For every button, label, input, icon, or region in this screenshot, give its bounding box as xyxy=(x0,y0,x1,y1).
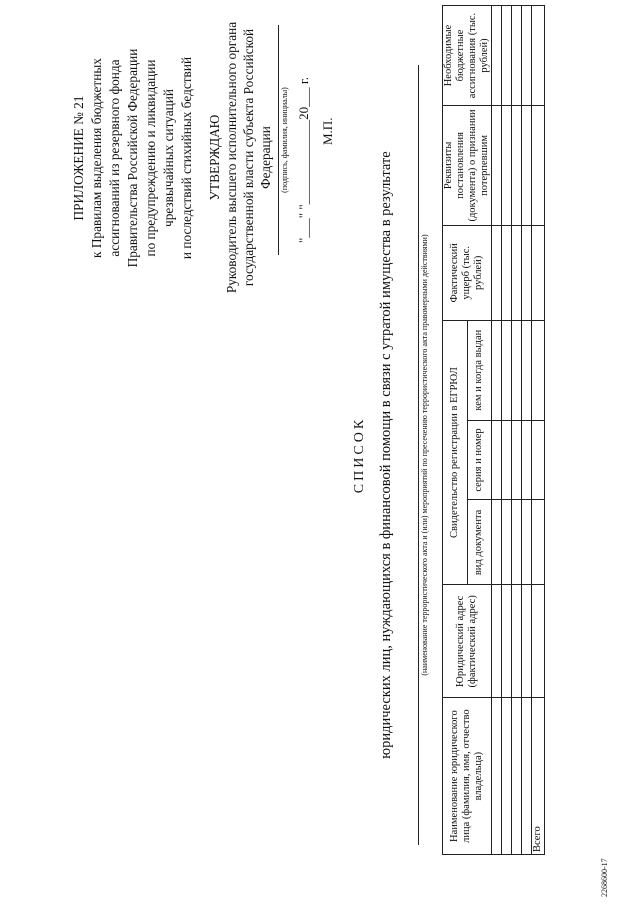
table-cell xyxy=(492,500,502,585)
table-cell xyxy=(492,698,502,855)
act-caption: (наименование террористического акта и (или) мероприятий по пресечению террористического акта правомерными действиями) xyxy=(418,65,429,845)
table-cell xyxy=(512,698,522,855)
table-cell xyxy=(522,500,532,585)
approval-line: государственной власти субъекта Российской Федерации xyxy=(241,28,273,287)
recipients-table xyxy=(442,5,545,855)
table-cell xyxy=(492,225,502,320)
appendix-line: к Правилам выделения бюджетных xyxy=(89,58,104,258)
subheader-cell-doc-type: вид документа xyxy=(467,500,492,585)
signature-caption: (подпись, фамилия, инициалы) xyxy=(280,87,289,193)
table-cell xyxy=(522,105,532,225)
table-row xyxy=(492,6,502,855)
document-code: 2268600-17 xyxy=(600,858,609,897)
table-cell xyxy=(522,420,532,500)
signature-line xyxy=(278,25,279,255)
header-row xyxy=(443,6,468,855)
table-cell xyxy=(522,6,532,106)
table-row xyxy=(512,6,522,855)
table-cell xyxy=(532,320,545,420)
approval-block xyxy=(206,5,274,310)
table-cell xyxy=(532,6,545,106)
table-cell xyxy=(522,585,532,698)
table-cell xyxy=(512,500,522,585)
table-cell xyxy=(502,225,512,320)
table-cell xyxy=(502,320,512,420)
table-cell xyxy=(532,585,545,698)
table-cell xyxy=(512,105,522,225)
table-row xyxy=(502,6,512,855)
subheader-cell-issued-by: кем и когда выдан xyxy=(467,320,492,420)
table-cell xyxy=(502,585,512,698)
table-cell xyxy=(512,320,522,420)
date-line: "___" "_____________20___ г. xyxy=(296,76,311,244)
table-row xyxy=(522,6,532,855)
subheader-cell-series-number: серия и номер xyxy=(467,420,492,500)
approval-heading: УТВЕРЖДАЮ xyxy=(207,114,222,201)
appendix-line: ассигнований из резервного фонда xyxy=(107,59,122,257)
table-cell xyxy=(492,105,502,225)
header-cell-certificate: Свидетельство регистрации в ЕГРЮЛ xyxy=(443,320,468,585)
header-cell-allocations: Необходимые бюджетные ассигнования (тыс. рублей) xyxy=(443,6,492,106)
table-cell xyxy=(502,6,512,106)
table-cell xyxy=(532,105,545,225)
table-cell xyxy=(512,6,522,106)
list-title: СПИСОК xyxy=(352,416,367,494)
total-label: Всего xyxy=(532,698,545,855)
table-cell xyxy=(532,420,545,500)
table-cell xyxy=(522,698,532,855)
table-cell xyxy=(512,420,522,500)
table-cell xyxy=(492,585,502,698)
header-cell-address: Юридический адрес (фактический адрес) xyxy=(443,585,492,698)
stamp-label: М.П. xyxy=(320,117,335,145)
table-cell xyxy=(512,225,522,320)
header-cell-decision: Реквизиты постановления (документа) о признании потерпевшим xyxy=(443,105,492,225)
approval-line: Руководитель высшего исполнительного органа xyxy=(224,21,239,294)
list-subtitle: юридических лиц, нуждающихся в финансовой помощи в связи с утратой имущества в результате xyxy=(378,151,394,759)
appendix-line: по предупреждению и ликвидации xyxy=(143,59,158,257)
appendix-line: Правительства Российской Федерации xyxy=(125,48,140,268)
appendix-line: и последствий стихийных бедствий xyxy=(179,56,194,260)
appendix-block xyxy=(70,3,196,313)
table-cell xyxy=(492,320,502,420)
table-cell xyxy=(532,500,545,585)
appendix-line: чрезвычайных ситуаций xyxy=(161,89,176,227)
table-cell xyxy=(512,585,522,698)
appendix-title: ПРИЛОЖЕНИЕ № 21 xyxy=(71,95,86,221)
table-cell xyxy=(532,225,545,320)
table-cell xyxy=(522,320,532,420)
header-cell-damage: Фактический ущерб (тыс. рублей) xyxy=(443,225,492,320)
table-cell xyxy=(502,500,512,585)
table-cell xyxy=(502,420,512,500)
table-cell xyxy=(522,225,532,320)
table-cell xyxy=(502,105,512,225)
total-row xyxy=(532,6,545,855)
header-cell-name: Наименование юридического лица (фамилия, имя, отчество владельца) xyxy=(443,698,492,855)
table-cell xyxy=(502,698,512,855)
table-cell xyxy=(492,6,502,106)
table-cell xyxy=(492,420,502,500)
